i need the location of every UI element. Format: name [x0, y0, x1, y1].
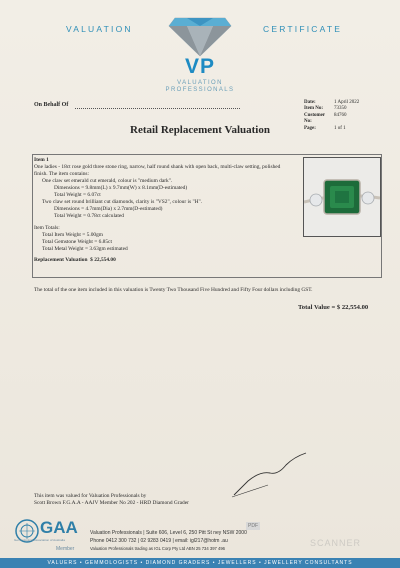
vp-logo-subtitle	[0, 80, 400, 94]
pdf-badge: PDF	[248, 523, 258, 529]
document-title: Retail Replacement Valuation	[130, 124, 270, 136]
item-details	[34, 157, 294, 264]
item-line: Total Weight = 6.07ct	[54, 192, 101, 198]
meta-key: Customer No:	[304, 112, 326, 125]
item-line: Dimensions = 9.8mm(L) x 9.7mm(W) x 8.1mm(D-estimated)	[54, 185, 188, 191]
member-label: Member	[56, 546, 75, 552]
valuer-line2: Scott Brown F.G.A.A - AAJV Member No 202 - HRD Diamond Grader	[34, 500, 189, 506]
header-right-label: CERTIFICATE	[263, 24, 343, 34]
vp-sub-line2: PROFESSIONALS	[165, 87, 235, 93]
signature-icon	[230, 451, 310, 499]
item-line: One claw set emerald cut emerald, colour is "medium dark".	[42, 178, 173, 184]
item-total-line: Total Gemstone Weight = 6.85ct	[42, 239, 112, 245]
meta-key: Item No:	[304, 106, 324, 112]
meta-key: Date:	[304, 100, 316, 105]
item-total-line: Total Item Weight = 5.00gm	[42, 232, 103, 238]
vp-sub-line1: VALUATION	[177, 80, 223, 86]
total-statement: The total of the one item included in this valuation is Twenty Two Thousand Five Hundred and Fifty Four dollars including GST.	[34, 287, 313, 293]
ring-photo	[303, 157, 381, 237]
replacement-value: $ 22,554.00	[90, 257, 116, 263]
valuer-line1: This item was valued for Valuation Professionals by	[34, 493, 147, 499]
meta-value: 1 April 2022	[334, 100, 360, 105]
meta-value: 84760	[334, 112, 347, 118]
footer-contact	[90, 529, 247, 553]
total-value: Total Value = $ 22,554.00	[298, 304, 369, 311]
footer-phone: Phone 0412 300 732 | 02 9283 0419 | email: igl217@hotm .au	[90, 538, 228, 544]
header-left-label: VALUATION	[66, 24, 133, 34]
item-description: One ladies - 18ct rose gold three stone ring, narrow, half round shank with open back, multi-claw setting, polished finish. The item contains:	[34, 164, 281, 177]
scanner-watermark: SCANNER	[310, 538, 362, 548]
item-totals-heading: Item Totals:	[34, 225, 60, 231]
meta-value: 73350	[334, 106, 347, 112]
diamond-logo-icon	[167, 10, 233, 58]
footer-address: Valuation Professionals | Suite 606, Level 6, 250 Pitt St ney NSW 2000	[90, 530, 247, 536]
valuer-statement	[34, 493, 189, 507]
on-behalf-line	[75, 108, 240, 109]
item-line: Dimensions = 4.7mm(Dia) x 2.7mm(D-estimated)	[54, 206, 163, 212]
footer-bar: VALUERS • GEMMOLOGISTS • DIAMOND GRADERS • JEWELLERS • JEWELLERY CONSULTANTS	[0, 558, 400, 568]
on-behalf-label: On Behalf Of	[34, 102, 69, 108]
footer-abn: Valuation Professionals trading as IGL Corp Pty Ltd ABN 25 734 397 496	[90, 546, 226, 551]
gaa-text: GAA	[40, 518, 78, 537]
ring-image	[304, 158, 380, 236]
gaa-subtitle: Gemmological Association of Australia	[14, 538, 65, 542]
replacement-label: Replacement Valuation	[34, 257, 88, 263]
meta-value: 1 of 1	[334, 125, 346, 131]
meta-key: Page:	[304, 125, 316, 131]
item-heading: Item 1	[34, 157, 49, 163]
replacement-valuation	[34, 257, 294, 264]
item-line: Two claw set round brilliant cut diamonds, clarity is "VS2", colour is "H".	[42, 199, 203, 205]
item-total-line: Total Metal Weight = 3.63gm estimated	[42, 246, 128, 252]
vp-logo-text: VP	[184, 55, 215, 78]
item-line: Total Weight = 0.78ct calculated	[54, 213, 124, 219]
